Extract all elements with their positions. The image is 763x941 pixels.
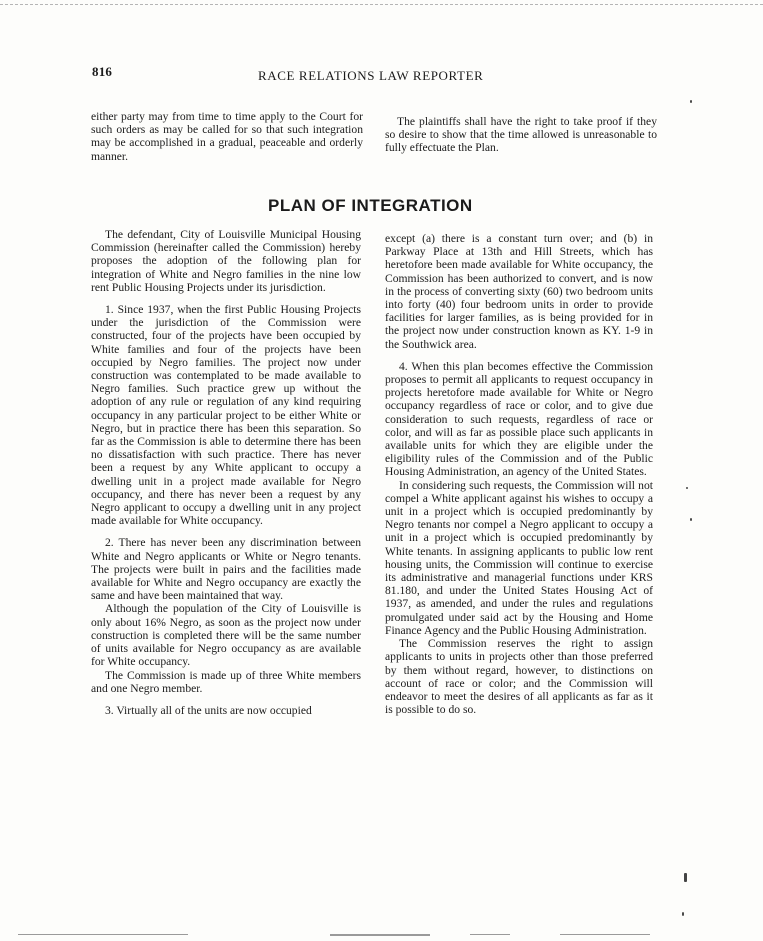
paragraph: In considering such requests, the Commission will not compel a White applicant against his wishes to occupy a unit in a project which is occupied predominantly by Negro tenants nor compel a Negro applicant to occupy a unit in a project which is occupied predominantly by White tenants. In assigning applicants to public low rent housing units, the Commission will continue to exercise its administrative and managerial functions under KRS 81.180, and under the United States Housing Act of 1937, as amended, and under the rules and regulations promulgated under said act by the Housing and Home Finance Agency and the Public Housing Administration.	[385, 478, 653, 637]
scan-speck	[686, 487, 688, 489]
paragraph: 2. There has never been any discrimination between White and Negro applicants or White or Negro tenants. The projects were built in pairs and the facilities made available for White and Negro occupancy are exactly the same and have been maintained that way.	[91, 536, 361, 603]
paragraph: 1. Since 1937, when the first Public Housing Projects under the jurisdiction of the Commission were constructed, four of the projects have been occupied by White families and four of the projects have been occupied by Negro families. The project now under construction was contemplated to be made available to Negro families. Such practice grew up without the adoption of any rule or regulation of any kind requiring occupancy in any particular project to be either White or Negro, but in practice there has been this separation. So far as the Commission is able to determine there has been no dissatisfaction with such practice. There has never been a request by any White applicant to occupy a dwelling unit in a project made available for Negro occupancy, and there has never been a request by any Negro applicant to occupy a dwelling unit in any project made available for White occupancy.	[91, 303, 361, 528]
page-number: 816	[92, 64, 113, 79]
paragraph: 3. Virtually all of the units are now occupied	[105, 703, 312, 717]
scan-speck	[682, 912, 684, 916]
scan-bottom-rule	[18, 934, 188, 935]
scan-bottom-rule	[330, 934, 430, 936]
scan-speck	[690, 518, 692, 521]
scan-speck	[690, 100, 692, 103]
intro-right-column	[385, 115, 657, 155]
intro-left-paragraph: either party may from time to time apply to the Court for such orders as may be called for so that such integration may be accomplished in a gradual, peaceable and orderly manner.	[91, 110, 363, 163]
intro-right-paragraph: The plaintiffs shall have the right to take proof if they so desire to show that the time allowed is unreasonable to fully effectuate the Plan.	[385, 115, 657, 155]
page-header	[92, 64, 652, 84]
paragraph: The Commission reserves the right to assign applicants to units in projects other than those preferred by them without regard, however, to distinctions on account of race or color; and the Commission will endeavor to meet the desires of all applicants as far as it is possible to do so.	[385, 637, 653, 717]
section-title: PLAN OF INTEGRATION	[268, 196, 473, 215]
paragraph: The defendant, City of Louisville Municipal Housing Commission (hereinafter called the Commission) hereby proposes the adoption of the following plan for integration of White and Negro families in the nine low rent Public Housing Projects under its jurisdiction.	[91, 228, 361, 294]
plan-right-column	[385, 232, 653, 716]
paragraph: The Commission is made up of three White members and one Negro member.	[91, 668, 361, 695]
paragraph: 4. When this plan becomes effective the Commission proposes to permit all applicants to request occupancy in projects heretofore made available for White or Negro occupancy regardless of race or color, and to give due consideration to such requests, regardless of race or color, and will as far as possible place such applicants in available units for which they are eligible under the eligibility rules of the Commission and of the Public Housing Administration, an agency of the United States.	[385, 359, 653, 479]
paragraph: except (a) there is a constant turn over; and (b) in Parkway Place at 13th and Hill Streets, which has heretofore been made available for White occupancy, the Commission has been authorized to convert, and is now in the process of converting sixty (60) two bedroom units into forty (40) four bedroom units in order to provide facilities for larger families, as is being provided for in the project now under construction known as KY. 1-9 in the Southwick area.	[385, 232, 653, 351]
running-head: RACE RELATIONS LAW REPORTER	[258, 68, 484, 83]
scan-bottom-rule	[560, 934, 650, 935]
plan-left-column	[91, 228, 361, 717]
scan-top-edge	[0, 4, 763, 5]
scan-bottom-rule	[470, 934, 510, 935]
scan-speck	[684, 873, 687, 882]
intro-left-column	[91, 110, 363, 163]
paragraph: Although the population of the City of Louisville is only about 16% Negro, as soon as the project now under construction is completed there will be the same number of units available for Negro occupancy as are available for White occupancy.	[91, 602, 361, 669]
